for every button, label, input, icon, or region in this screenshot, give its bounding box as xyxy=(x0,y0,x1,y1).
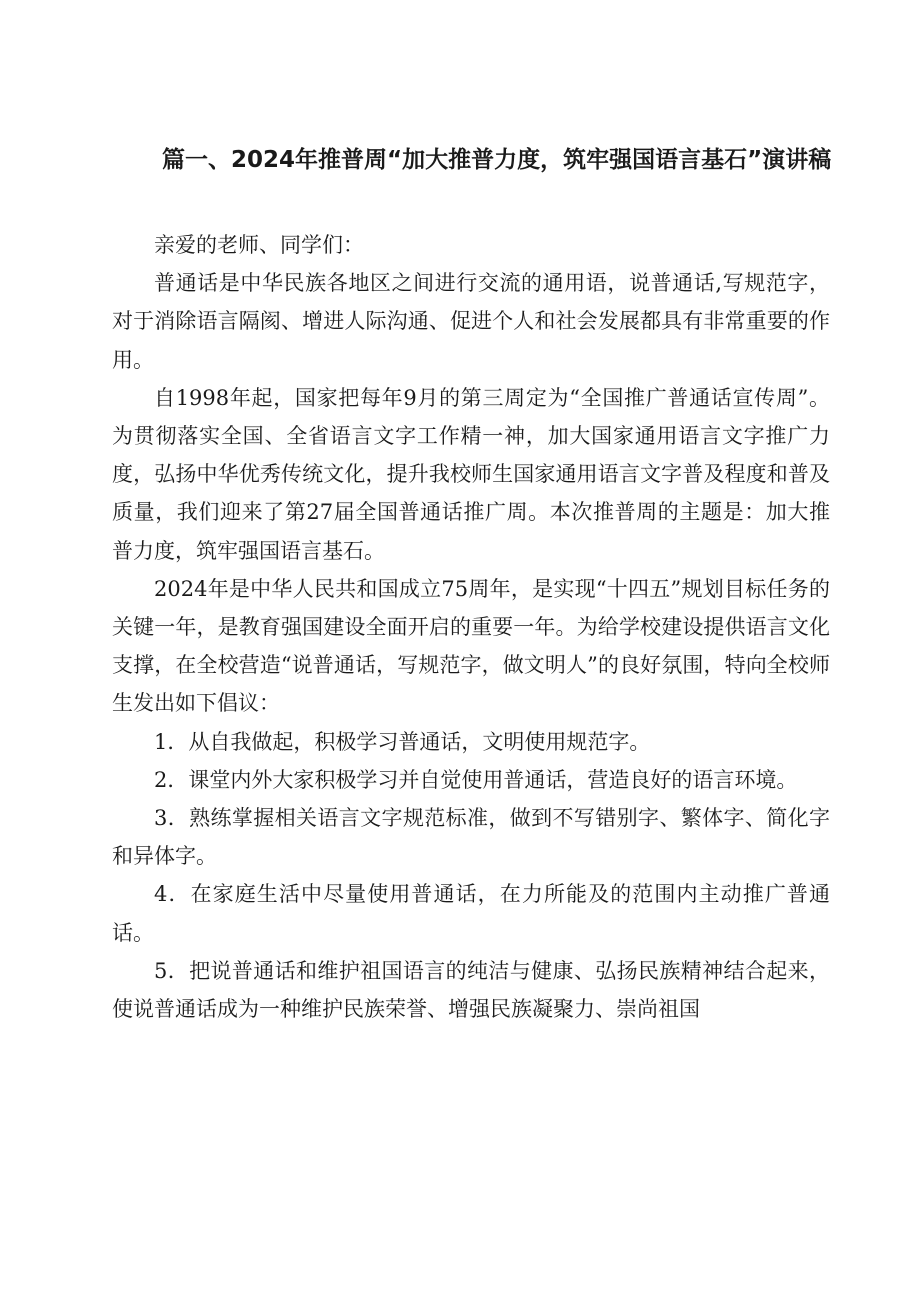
paragraph-3: 2024年是中华人民共和国成立75周年，是实现“十四五”规划目标任务的关键一年，是教育强国建设全面开启的重要一年。为给学校建设提供语言文化支撑，在全校营造“说普通话，写规范字，做文明人”的良好氛围，特向全校师生发出如下倡议： xyxy=(112,576,830,716)
paragraph-2: 自1998年起，国家把每年9月的第三周定为“全国推广普通话宣传周”。为贯彻落实全国、全省语言文字工作精一神，加大国家通用语言文字推广力度，弘扬中华优秀传统文化，提升我校师生国家通用语言文字普及程度和普及质量，我们迎来了第27届全国普通话推广周。本次推普周的主题是：加大推普力度，筑牢强国语言基石。 xyxy=(112,385,830,563)
salutation: 亲爱的老师、同学们： xyxy=(154,233,364,257)
list-item-2: 2．课堂内外大家积极学习并自觉使用普通话，营造良好的语言环境。 xyxy=(154,767,798,792)
list-item-5: 5．把说普通话和维护祖国语言的纯洁与健康、弘扬民族精神结合起来，使说普通话成为一种维护民族荣誉、增强民族凝聚力、崇尚祖国 xyxy=(112,958,830,1022)
document-body xyxy=(112,226,830,1028)
list-item-4: 4．在家庭生活中尽量使用普通话，在力所能及的范围内主动推广普通话。 xyxy=(112,882,830,945)
list-item-1: 1．从自我做起，积极学习普通话，文明使用规范字。 xyxy=(154,729,651,754)
paragraph-1: 普通话是中华民族各地区之间进行交流的通用语，说普通话,写规范字，对于消除语言隔阂、增进人际沟通、促进个人和社会发展都具有非常重要的作用。 xyxy=(112,271,830,372)
document-title: 篇一、2024年推普周“加大推普力度，筑牢强国语言基石”演讲稿 xyxy=(162,147,832,173)
list-item-3: 3．熟练掌握相关语言文字规范标准，做到不写错别字、繁体字、简化字和异体字。 xyxy=(112,806,830,869)
